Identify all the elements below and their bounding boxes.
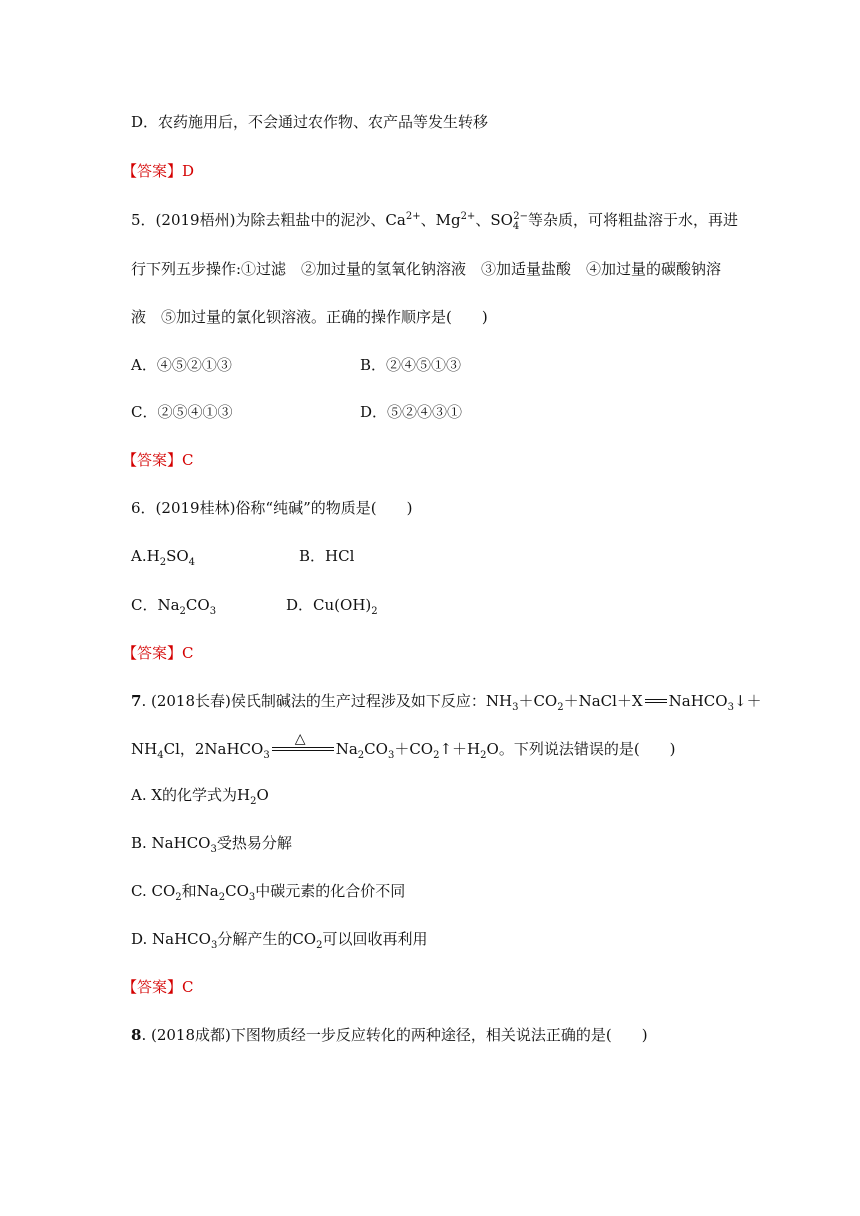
q6-option-d: D．$Cu(OH)_2$ — [286, 596, 378, 617]
q5-options-row1 — [131, 355, 731, 375]
q7-stem-line2: $NH_4Cl$，2NaHCO$_3$ △ $Na_2CO_3+CO_2↑+H_2O$。下列说法错误的是( ) — [131, 731, 676, 761]
q7-stem-line1: 7. (2018长春)侯氏制碱法的生产过程涉及如下反应：$NH_3+CO_2+NaCl+X$ NaHCO$_3$↓＋ — [131, 692, 762, 713]
answer-value: C — [182, 644, 194, 662]
q5-option-c: C．②⑤④①③ — [131, 403, 233, 421]
q8-stem: 8. (2018成都)下图物质经一步反应转化的两种途径，相关说法正确的是( ) — [131, 1026, 648, 1044]
q6-answer — [122, 643, 194, 663]
q5-option-a: A．④⑤②①③ — [131, 356, 232, 374]
q6-stem: 6．(2019桂林)俗称“纯碱”的物质是( ) — [131, 499, 413, 517]
q5-options-row2 — [131, 402, 731, 422]
answer-label: 【答案】 — [122, 451, 183, 469]
q7-option-a: A. X的化学式为$H_2O$ — [131, 786, 269, 807]
q4-option-d: D．农药施用后，不会通过农作物、农产品等发生转移 — [131, 113, 489, 131]
q6-options-row1 — [131, 546, 531, 566]
q7-option-d: D. NaHCO$_3$分解产生的$CO_2$可以回收再利用 — [131, 930, 428, 951]
q5-answer — [122, 450, 194, 470]
answer-label: 【答案】 — [122, 978, 183, 996]
answer-value: D — [182, 162, 195, 180]
q5-stem-line1: 5．(2019梧州)为除去粗盐中的泥沙、$Ca^{2+}$、$Mg^{2+}$、$SO_4^{2-}$等杂质，可将粗盐溶于水，再进 — [131, 211, 739, 232]
q4-answer — [122, 161, 194, 181]
answer-label: 【答案】 — [122, 644, 183, 662]
q6-option-c: C．$Na_2CO_3$ — [131, 596, 217, 617]
q6-option-b: B．HCl — [299, 547, 355, 565]
q7-answer — [122, 977, 194, 997]
q5-stem-line3: 液 ⑤加过量的氯化钡溶液。正确的操作顺序是( ) — [131, 308, 488, 326]
heat-condition-sign: △ — [272, 745, 334, 755]
q7-option-c: C. $CO_2$和$Na_2CO_3$中碳元素的化合价不同 — [131, 882, 406, 903]
q7-option-b: B. NaHCO$_3$受热易分解 — [131, 834, 292, 855]
q5-option-b: B．②④⑤①③ — [360, 356, 462, 374]
q5-option-d: D．⑤②④③① — [360, 403, 463, 421]
q5-stem-line2: 行下列五步操作:①过滤 ②加过量的氢氧化钠溶液 ③加适量盐酸 ④加过量的碳酸钠溶 — [131, 260, 722, 278]
answer-label: 【答案】 — [122, 162, 183, 180]
equals-sign — [645, 698, 667, 706]
answer-value: C — [182, 451, 194, 469]
answer-value: C — [182, 978, 194, 996]
q6-option-a: $A.H_2SO_4$ — [131, 547, 196, 568]
q6-options-row2 — [131, 595, 531, 615]
